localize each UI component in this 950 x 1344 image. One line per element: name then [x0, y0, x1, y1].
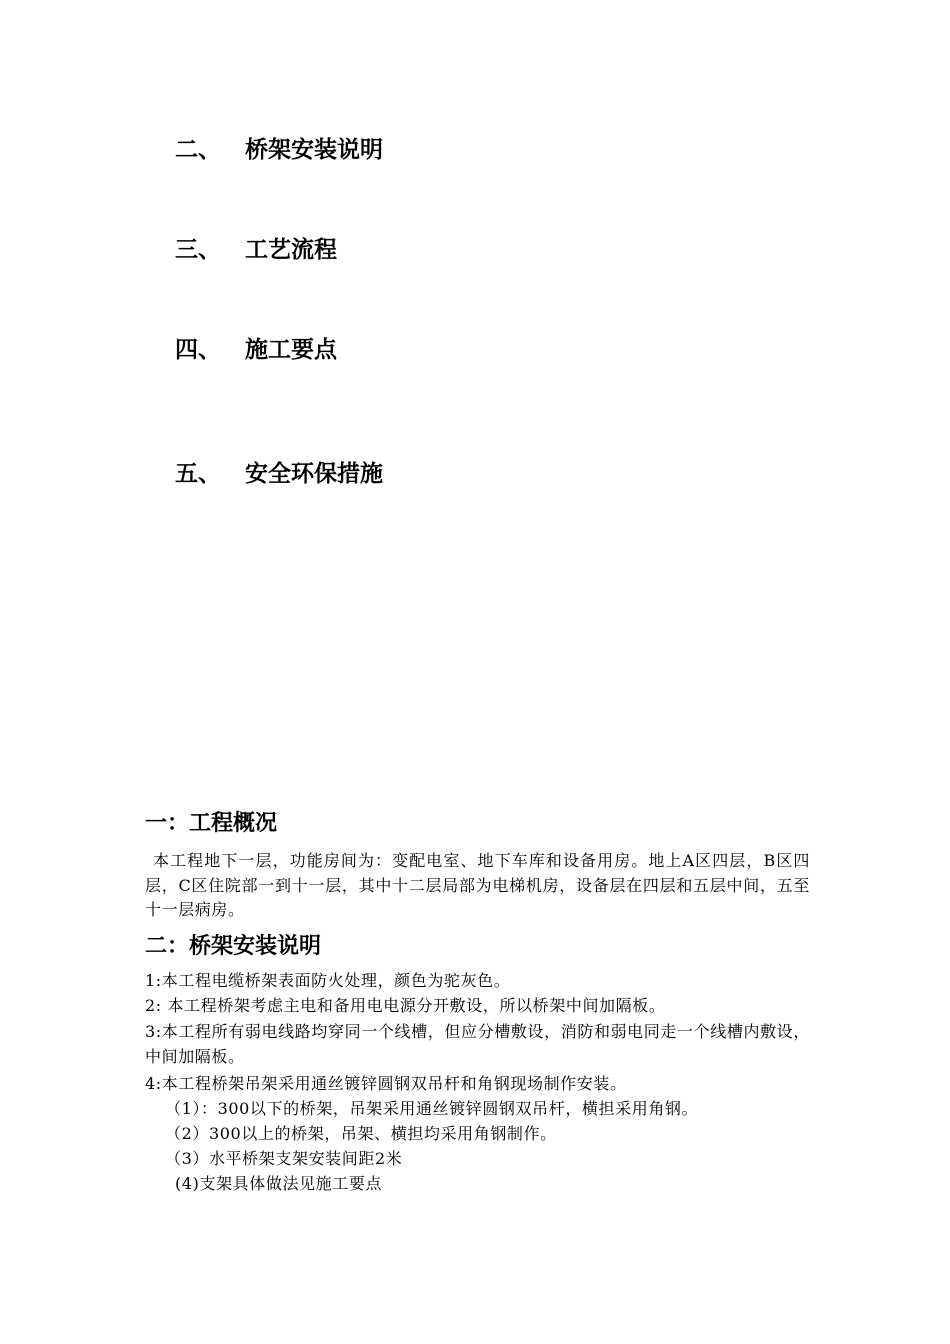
toc-number: 二、	[175, 137, 221, 163]
sub-list-item: (4)支架具体做法见施工要点	[175, 1174, 383, 1193]
section-heading-installation: 二：桥架安装说明	[145, 934, 322, 959]
toc-item	[175, 235, 337, 265]
overview-paragraph: 本工程地下一层，功能房间为：变配电室、地下车库和设备用房。地上A区四层，B区四层，C区住院部一到十一层，其中十二层局部为电梯机房，设备层在四层和五层中间，五至十一层病房。	[145, 851, 810, 919]
toc-item	[175, 459, 383, 489]
list-item: 3:本工程所有弱电线路均穿同一个线槽，但应分槽敷设，消防和弱电同走一个线槽内敷设，中间加隔板。	[145, 1022, 810, 1066]
toc-title: 工艺流程	[245, 237, 337, 263]
list-item: 2: 本工程桥架考虑主电和备用电电源分开敷设，所以桥架中间加隔板。	[145, 996, 666, 1015]
sub-list-item: （2）300以上的桥架，吊架、横担均采用角钢制作。	[165, 1124, 557, 1143]
list-item: 4:本工程桥架吊架采用通丝镀锌圆钢双吊杆和角钢现场制作安装。	[145, 1074, 627, 1093]
toc-number: 四、	[175, 337, 221, 363]
toc-title: 安全环保措施	[245, 461, 383, 487]
section-heading-overview: 一：工程概况	[145, 811, 278, 836]
toc-number: 三、	[175, 237, 221, 263]
toc-item	[175, 335, 337, 365]
toc-title: 施工要点	[245, 337, 337, 363]
toc-number: 五、	[175, 461, 221, 487]
toc-title: 桥架安装说明	[245, 137, 383, 163]
sub-list-item: （1）：300以下的桥架，吊架采用通丝镀锌圆钢双吊杆，横担采用角钢。	[165, 1099, 699, 1118]
toc-item	[175, 135, 383, 165]
list-item: 1:本工程电缆桥架表面防火处理，颜色为驼灰色。	[145, 971, 511, 990]
sub-list-item: （3）水平桥架支架安装间距2米	[165, 1149, 403, 1168]
